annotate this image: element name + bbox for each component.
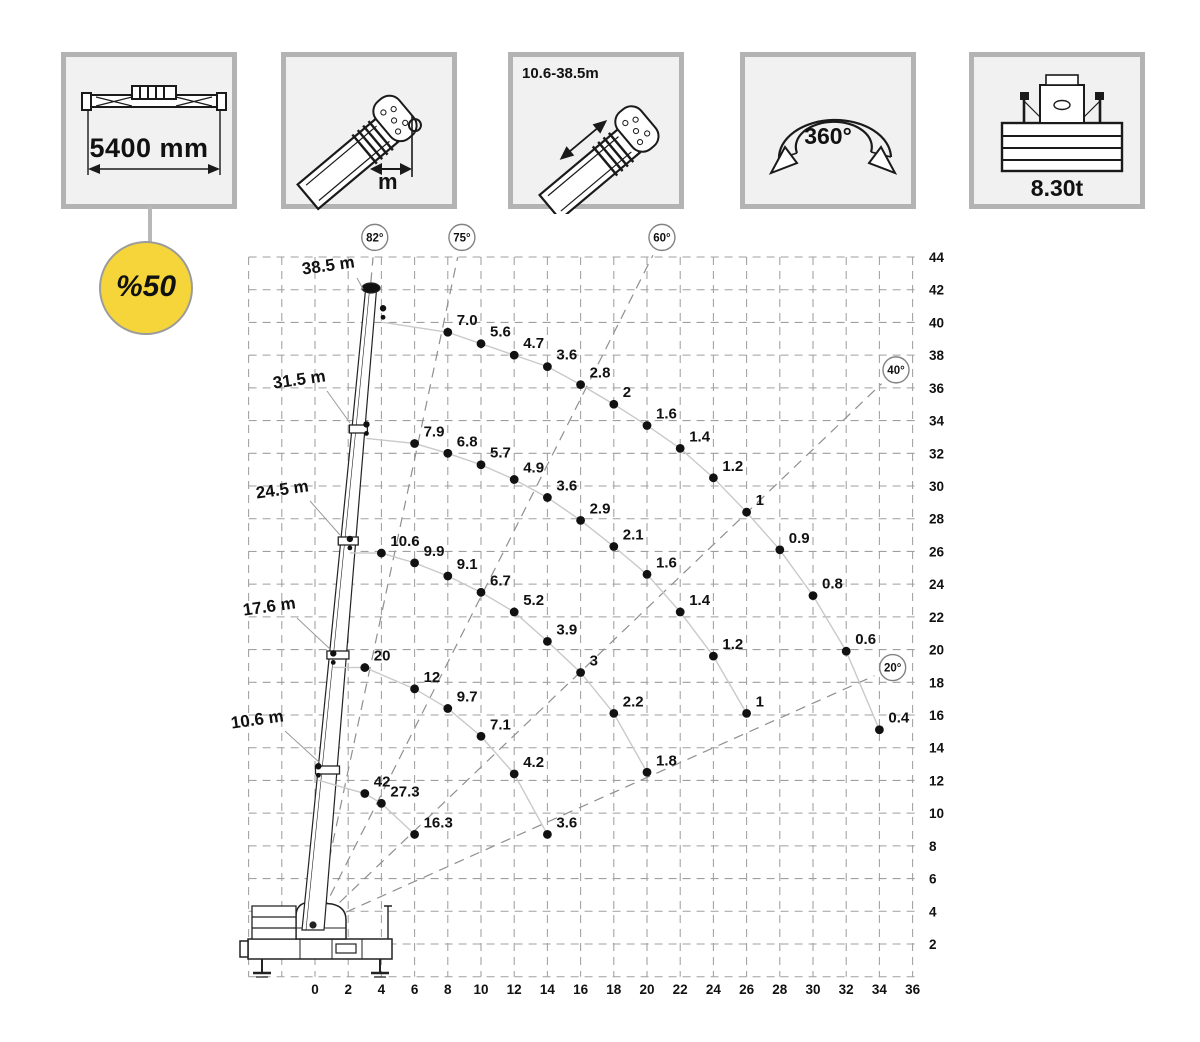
angle-label: 75°: [453, 232, 471, 245]
load-label: 4.7: [523, 335, 545, 353]
load-label: 27.3: [390, 783, 420, 801]
load-label: 2.8: [589, 364, 611, 382]
load-label: 9.1: [456, 555, 478, 573]
hook-sheave: [330, 650, 336, 656]
load-label: 7.1: [490, 716, 511, 734]
outrigger-jacks: [262, 959, 380, 972]
data-point: [377, 799, 386, 808]
y-tick-label: 28: [929, 511, 945, 527]
hook-sheave: [363, 421, 369, 427]
load-label: 2.9: [589, 500, 611, 518]
boom-length-label: 31.5 m: [271, 366, 327, 393]
data-point: [510, 769, 519, 778]
data-point: [709, 652, 718, 661]
y-tick-label: 36: [929, 380, 945, 396]
capacity-curves: [318, 322, 879, 834]
x-tick-label: 8: [444, 982, 452, 997]
y-tick-label: 42: [929, 282, 945, 298]
y-tick-label: 24: [929, 577, 945, 593]
data-point: [477, 732, 486, 741]
data-point: [576, 380, 585, 389]
y-tick-label: 44: [929, 250, 945, 266]
x-tick-label: 6: [410, 982, 419, 997]
data-point: [709, 473, 718, 482]
data-point: [609, 709, 618, 718]
y-tick-label: 6: [929, 871, 937, 887]
data-point: [443, 704, 452, 713]
load-label: 1.4: [689, 591, 711, 609]
hook-block: [316, 773, 321, 778]
data-point: [576, 516, 585, 525]
load-label: 10.6: [390, 533, 420, 551]
boom-length-label: 24.5 m: [254, 476, 310, 503]
load-label: 3.6: [556, 814, 578, 832]
y-tick-label: 40: [929, 315, 945, 331]
boom-length-leader: [297, 618, 330, 649]
x-tick-label: 24: [705, 982, 721, 997]
data-point: [609, 542, 618, 551]
load-label: 0.8: [822, 575, 843, 593]
data-point: [410, 439, 419, 448]
hook-block: [347, 545, 352, 550]
x-tick-label: 30: [805, 982, 821, 997]
boom-collar: [327, 651, 349, 659]
x-tick-label: 0: [311, 982, 319, 997]
load-label: 1.2: [722, 636, 744, 654]
data-point: [410, 830, 419, 839]
load-label: 20: [373, 647, 391, 665]
data-point: [543, 637, 552, 646]
boom-length-label: 10.6-38.5m: [522, 65, 599, 82]
load-label: 2.2: [622, 693, 644, 711]
load-label: 1.4: [689, 428, 711, 446]
y-tick-label: 26: [929, 544, 945, 560]
boom-section: [352, 290, 377, 429]
data-point: [410, 684, 419, 693]
y-tick-label: 22: [929, 609, 945, 625]
x-tick-label: 34: [871, 982, 887, 997]
load-label: 16.3: [423, 814, 453, 832]
data-point: [842, 647, 851, 656]
carrier-deck: [248, 939, 392, 959]
y-tick-label: 18: [929, 675, 945, 691]
load-label: 6.7: [490, 572, 511, 590]
load-label: 42: [373, 773, 391, 791]
data-point: [443, 328, 452, 337]
data-point: [809, 591, 818, 600]
y-tick-label: 2: [929, 937, 937, 952]
boom-length-label: 10.6 m: [229, 706, 285, 733]
data-point: [676, 444, 685, 453]
x-tick-label: 2: [344, 982, 352, 997]
load-label: 1: [755, 492, 764, 510]
boom-length-label: 38.5 m: [300, 252, 356, 279]
x-tick-label: 4: [377, 982, 386, 997]
load-label: 5.7: [490, 444, 511, 462]
x-tick-label: 22: [672, 982, 688, 997]
boom-length-leader: [357, 278, 363, 289]
y-tick-label: 20: [929, 642, 945, 658]
x-tick-label: 18: [606, 982, 622, 997]
hook-sheave: [380, 305, 386, 311]
angle-label: 20°: [883, 662, 902, 675]
angle-line: [315, 676, 874, 926]
carrier-detail: [336, 944, 356, 953]
data-point: [576, 668, 585, 677]
data-point: [742, 709, 751, 718]
load-label: 4.2: [523, 753, 545, 771]
carrier-bumper: [240, 941, 248, 957]
data-point: [643, 570, 652, 579]
load-label: 0.6: [855, 631, 877, 649]
load-label: 2.1: [622, 526, 644, 544]
load-label: 9.9: [423, 542, 445, 560]
load-label: 7.9: [423, 423, 445, 441]
load-label: 1.2: [722, 457, 744, 475]
data-point: [643, 768, 652, 777]
y-tick-label: 16: [929, 708, 945, 724]
load-label: 7.0: [456, 312, 478, 330]
hook-block: [331, 660, 336, 665]
data-point: [742, 508, 751, 517]
load-label: 6.8: [456, 433, 478, 451]
axis-labels: [311, 250, 944, 997]
y-tick-label: 14: [929, 740, 945, 756]
load-label: 3.9: [556, 621, 578, 639]
load-label: 1: [755, 693, 764, 711]
boom-length-leader: [327, 391, 350, 423]
angle-label: 40°: [887, 364, 905, 377]
data-point: [510, 608, 519, 617]
load-label: 3: [589, 652, 598, 670]
angle-label: 60°: [653, 232, 671, 245]
hook-sheave: [347, 536, 353, 542]
counterweight-block: [252, 906, 296, 939]
y-tick-label: 32: [929, 446, 945, 462]
y-tick-label: 4: [929, 904, 937, 920]
y-tick-label: 12: [929, 773, 945, 789]
boom-length-label: 17.6 m: [241, 593, 297, 620]
hook-block: [381, 315, 386, 320]
data-point: [543, 493, 552, 502]
data-point: [775, 545, 784, 554]
data-point: [443, 572, 452, 581]
data-point: [477, 588, 486, 597]
slewing-label: 360°: [804, 123, 852, 149]
load-label: 1.6: [656, 554, 677, 572]
angle-label: 82°: [366, 232, 384, 245]
boom-section: [318, 655, 346, 770]
data-point: [643, 421, 652, 430]
angle-line: [315, 384, 882, 926]
y-tick-label: 38: [929, 348, 945, 364]
data-point: [510, 475, 519, 484]
y-tick-label: 30: [929, 479, 945, 495]
load-label: 4.9: [523, 459, 545, 477]
load-label: 5.6: [490, 323, 511, 341]
load-label: 3.6: [556, 346, 578, 364]
data-point: [543, 362, 552, 371]
x-tick-label: 28: [772, 982, 788, 997]
data-point: [360, 663, 369, 672]
load-label: 0.4: [888, 709, 910, 727]
x-tick-label: 10: [473, 982, 489, 997]
counterweight-label: 8.30t: [1030, 175, 1084, 201]
y-tick-label: 8: [929, 838, 937, 854]
data-point: [676, 608, 685, 617]
x-tick-label: 26: [739, 982, 755, 997]
hook-block: [364, 431, 369, 436]
data-point: [543, 830, 552, 839]
boom-extension-label: m: [378, 169, 398, 194]
data-point: [477, 460, 486, 469]
x-tick-label: 16: [573, 982, 589, 997]
data-point: [443, 449, 452, 458]
data-point: [609, 400, 618, 409]
load-label: 1.6: [656, 405, 677, 423]
load-label: 3.6: [556, 477, 578, 495]
boom-angle-lines: [315, 255, 882, 926]
data-point: [377, 549, 386, 558]
outrigger-span-label: 5400 mm: [89, 133, 209, 163]
x-tick-label: 36: [905, 982, 921, 997]
boom-head: [362, 283, 380, 293]
x-tick-label: 12: [506, 982, 522, 997]
boom-section: [329, 541, 355, 655]
load-label: 5.2: [523, 591, 545, 609]
x-tick-label: 14: [539, 982, 555, 997]
data-point: [875, 725, 884, 734]
data-point: [410, 558, 419, 567]
boom-pivot: [310, 922, 316, 928]
x-tick-label: 20: [639, 982, 655, 997]
load-label: 0.9: [788, 529, 810, 547]
data-point: [360, 789, 369, 798]
load-label: 12: [423, 668, 441, 686]
load-label: 1.8: [656, 752, 677, 770]
load-label: 2: [622, 384, 632, 402]
data-point: [510, 351, 519, 360]
boom-section: [341, 429, 365, 541]
x-tick-label: 32: [838, 982, 854, 997]
hook-sheave: [315, 763, 321, 769]
y-tick-label: 10: [929, 806, 945, 822]
data-point: [477, 339, 486, 348]
y-tick-label: 34: [929, 413, 945, 429]
load-label: 9.7: [456, 688, 478, 706]
capacity-percent-label: %50: [115, 270, 177, 303]
